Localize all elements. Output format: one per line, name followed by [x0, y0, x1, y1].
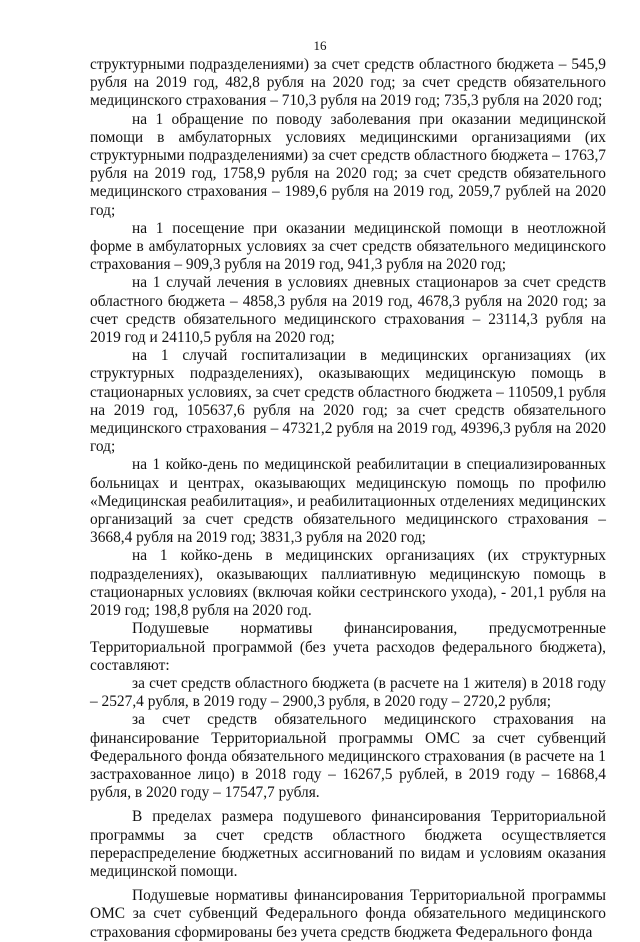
paragraph: структурными подразделениями) за счет средств областного бюджета – 545,9 рубля на 2019 год, 482,8 рубля на 2020 год; за счет средств обязательного медицинского страхования – 710,3 рубля на 2019 год; 735,3 рубля на 2020 год; — [90, 56, 606, 110]
paragraph: за счет средств обязательного медицинского страхования на финансирование Территориальной программы ОМС за счет субвенций Федерального фонда обязательного медицинского страхования (в расчете на 1 застрахованное лицо) в 2018 году – 16267,5 рублей, в 2019 году – 16868,4 рубля, в 2020 году – 17547,7 рубля. — [90, 711, 606, 802]
page-number: 16 — [313, 38, 327, 53]
paragraph: на 1 койко-день в медицинских организациях (их структурных подразделениях), оказывающих паллиативную медицинскую помощь в стационарных условиях (включая койки сестринского ухода), - 201,1 рубля на 2019 год; 198,8 рубля на 2020 год. — [90, 547, 606, 620]
paragraph: Подушевые нормативы финансирования Территориальной программы ОМС за счет субвенций Федерального фонда обязательного медицинского страхования сформированы без учета средств бюджета Федерального фонда — [90, 887, 606, 941]
paragraph: на 1 посещение при оказании медицинской помощи в неотложной форме в амбулаторных условиях за счет средств обязательного медицинского страхования – 909,3 рубля на 2019 год, 941,3 рубля на 2020 год; — [90, 219, 606, 274]
body-text — [90, 56, 606, 942]
paragraph: В пределах размера подушевого финансирования Территориальной программы за счет средств областного бюджета осуществляется перераспределение бюджетных ассигнований по видам и условиям оказания медицинской помощи. — [90, 808, 606, 880]
paragraph: на 1 койко-день по медицинской реабилитации в специализированных больницах и центрах, оказывающих медицинскую помощь по профилю «Медицинская реабилитация», и реабилитационных отделениях медицинских организаций за счет средств обязательного медицинского страхования – 3668,4 рубля на 2019 год; 3831,3 рубля на 2020 год; — [90, 456, 606, 547]
paragraph: на 1 случай госпитализации в медицинских организациях (их структурных подразделениях), оказывающих медицинскую помощь в стационарных условиях, за счет средств областного бюджета – 110509,1 рубля на 2019 год, 105637,6 рубля на 2020 год; за счет средств обязательного медицинского страхования – 47321,2 рубля на 2019 год, 49396,3 рубля на 2020 год; — [90, 347, 606, 456]
paragraph: на 1 случай лечения в условиях дневных стационаров за счет средств областного бюджета – 4858,3 рубля на 2019 год, 4678,3 рубля на 2020 год; за счет средств обязательного медицинского страхования – 23114,3 рубля на 2019 год и 24110,5 рубля на 2020 год; — [90, 274, 606, 347]
paragraph: Подушевые нормативы финансирования, предусмотренные Территориальной программой (без учета расходов федерального бюджета), составляют: — [90, 620, 606, 674]
paragraph: за счет средств областного бюджета (в расчете на 1 жителя) в 2018 году – 2527,4 рубля, в 2019 году – 2900,3 рубля, в 2020 году – 2720,2 рубля; — [90, 674, 606, 711]
paragraph: на 1 обращение по поводу заболевания при оказании медицинской помощи в амбулаторных условиях медицинскими организациями (их структурными подразделениями) за счет средств областного бюджета – 1763,7 рубля на 2019 год, 1758,9 рубля на 2020 год; за счет средств обязательного медицинского страхования – 1989,6 рубля на 2019 год, 2059,7 рублей на 2020 год; — [90, 110, 606, 219]
